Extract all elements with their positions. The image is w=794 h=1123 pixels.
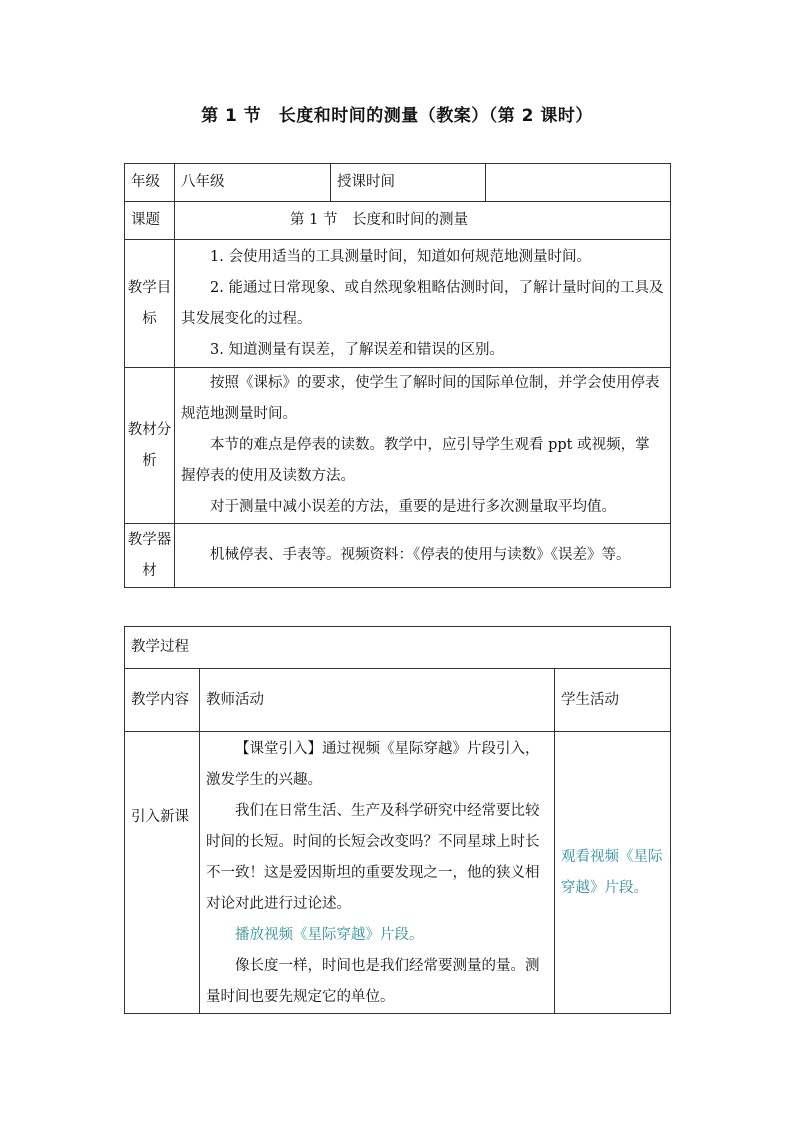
topic-label: 课题 (125, 202, 175, 240)
goal-item: 3. 知道测量有误差，了解误差和错误的区别。 (210, 341, 504, 358)
analysis-paragraph: 按照《课标》的要求，使学生了解时间的国际单位制，并学会使用停表规范地测量时间。 (181, 375, 660, 422)
row-intro-student: 观看视频《星际穿越》片段。 (555, 732, 671, 1014)
teacher-paragraph: 【课堂引入】通过视频《星际穿越》片段引入，激发学生的兴趣。 (206, 741, 540, 788)
grade-label: 年级 (125, 164, 175, 202)
analysis-paragraph: 对于测量中减小误差的方法，重要的是进行多次测量取平均值。 (210, 499, 616, 515)
page-title: 第 1 节 长度和时间的测量（教案）（第 2 课时） (201, 106, 593, 126)
analysis-label: 教材分析 (125, 368, 175, 524)
col-teacher-header: 教师活动 (200, 669, 555, 732)
row-intro-label: 引入新课 (125, 732, 200, 1014)
equip-label: 教学器材 (125, 524, 175, 588)
goals-label: 教学目标 (125, 240, 175, 368)
row-intro-teacher (200, 732, 555, 1014)
teacher-paragraph: 我们在日常生活、生产及科学研究中经常要比较时间的长短。时间的长短会改变吗？不同星球上时长不一致！这是爱因斯坦的重要发现之一，他的狭义相对论对此进行过论述。 (206, 803, 540, 912)
col-content-header: 教学内容 (125, 669, 200, 732)
analysis-cell (175, 368, 671, 524)
teacher-paragraph-highlight: 播放视频《星际穿越》片段。 (235, 927, 424, 943)
teaching-process-table (124, 626, 671, 1014)
time-label: 授课时间 (331, 164, 486, 202)
process-header: 教学过程 (125, 627, 671, 669)
goal-item: 2. 能通过日常现象、或自然现象粗略估测时间，了解计量时间的工具及其发展变化的过程。 (181, 279, 664, 327)
teacher-paragraph: 像长度一样，时间也是我们经常要测量的量。测量时间也要先规定它的单位。 (206, 958, 540, 1005)
time-value (486, 164, 671, 202)
goals-cell (175, 240, 671, 368)
grade-value: 八年级 (175, 164, 331, 202)
topic-value: 第 1 节 长度和时间的测量 (175, 202, 671, 240)
lesson-info-table (124, 163, 671, 588)
col-student-header: 学生活动 (555, 669, 671, 732)
goal-item: 1. 会使用适当的工具测量时间，知道如何规范地测量时间。 (210, 248, 591, 265)
equip-text: 机械停表、手表等。视频资料：《停表的使用与读数》《误差》等。 (210, 547, 631, 563)
equip-cell (175, 524, 671, 588)
analysis-paragraph: 本节的难点是停表的读数。教学中，应引导学生观看 ppt 或视频，掌握停表的使用及读数方法。 (181, 437, 650, 484)
